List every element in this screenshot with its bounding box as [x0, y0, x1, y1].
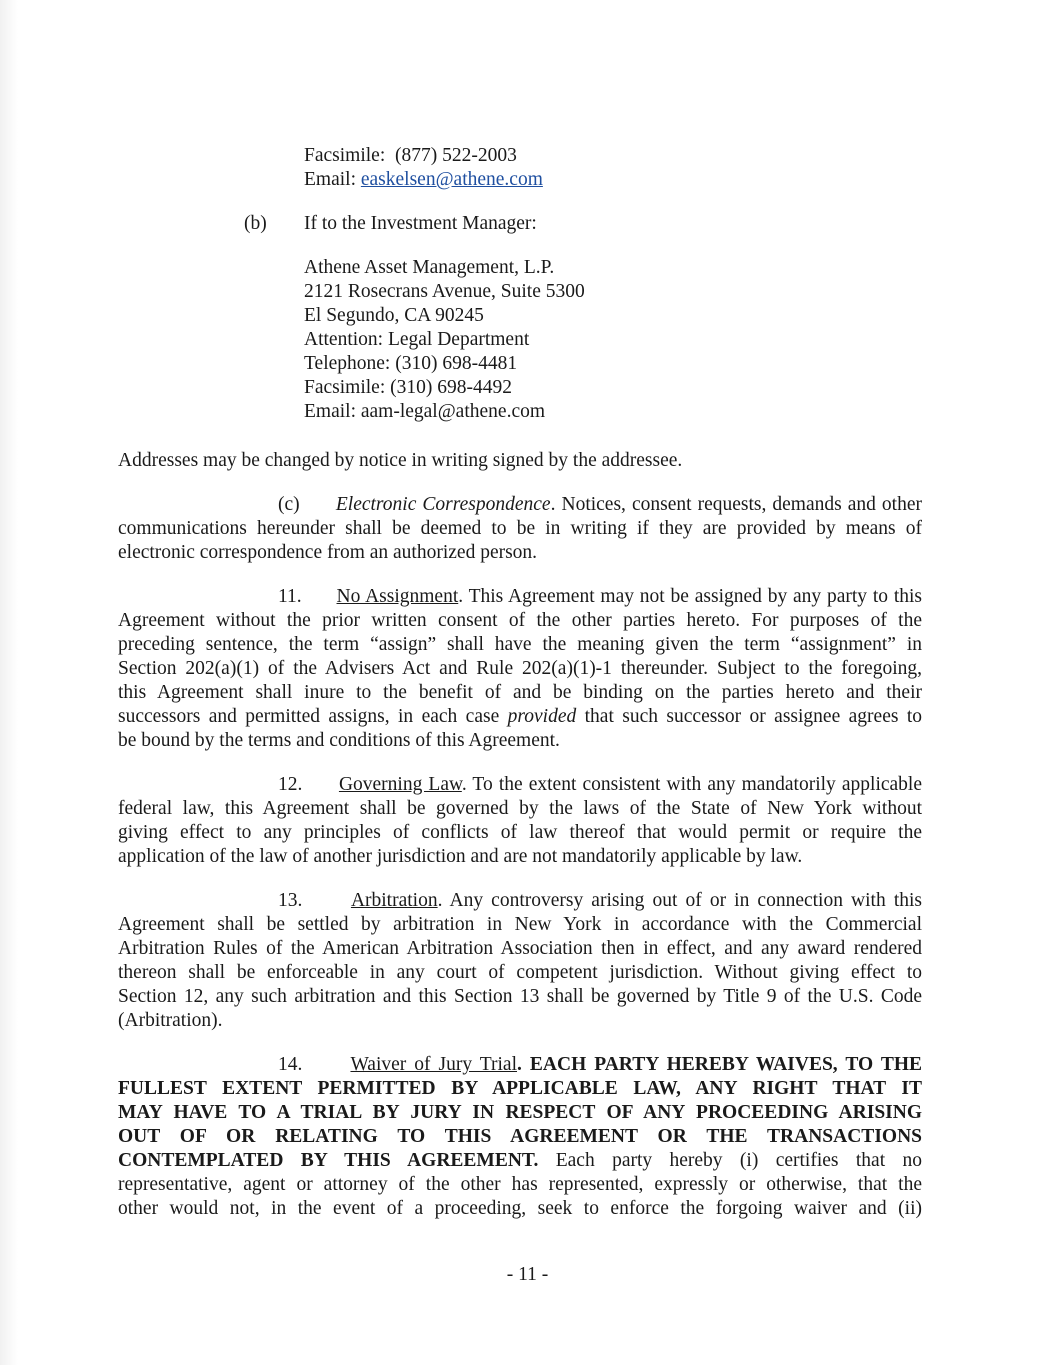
address-line: El Segundo, CA 90245 [304, 305, 484, 326]
section-14-line: representative, agent or attorney of the other has represented, expressly or otherwise, that the [118, 1174, 922, 1195]
section-13-line: Agreement shall be settled by arbitration in New York in accordance with the Commercial [118, 914, 922, 935]
section-11-line: preceding sentence, the term “assign” shall have the meaning given the term “assignment” in [118, 634, 922, 655]
section-11-line: be bound by the terms and conditions of this Agreement. [118, 730, 560, 751]
section-14-line: MAY HAVE TO A TRIAL BY JURY IN RESPECT OF ANY PROCEEDING ARISING [118, 1102, 922, 1123]
section-13-line: Arbitration Rules of the American Arbitration Association then in effect, and any award rendered [118, 938, 922, 959]
address-line: Athene Asset Management, L.P. [304, 257, 555, 278]
section-11-line: this Agreement shall inure to the benefit of and be binding on the parties hereto and their [118, 682, 922, 703]
section-11-line: Section 202(a)(1) of the Advisers Act and Rule 202(a)(1)-1 thereunder. Subject to the foregoing, [118, 658, 922, 679]
section-12-line: application of the law of another jurisdiction and are not mandatorily applicable by law. [118, 846, 803, 867]
section-14-line: 14. Waiver of Jury Trial. EACH PARTY HEREBY WAIVES, TO THE [278, 1054, 923, 1075]
section-b-heading: If to the Investment Manager: [304, 213, 537, 234]
section-c-line: electronic correspondence from an authorized person. [118, 542, 538, 563]
section-b-marker: (b) [244, 213, 267, 234]
section-13-title: Arbitration [350, 890, 438, 911]
section-c-title: Electronic Correspondence [335, 494, 551, 515]
section-12-line: giving effect to any principles of conflicts of law thereof that would permit or require the [118, 822, 922, 843]
section-13-line: Section 12, any such arbitration and this Section 13 shall be governed by Title 9 of the U.S. Code [118, 986, 922, 1007]
section-11-line: Agreement without the prior written consent of the other parties hereto. For purposes of the [118, 610, 922, 631]
section-14-title: Waiver of Jury Trial [350, 1054, 518, 1075]
section-12-line: federal law, this Agreement shall be governed by the laws of the State of New York without [118, 798, 922, 819]
section-c-line: communications hereunder shall be deemed to be in writing if they are provided by means of [118, 518, 922, 539]
section-13-line: thereon shall be enforceable in any court of competent jurisdiction. Without giving effect to [118, 962, 922, 983]
section-12-line: 12. Governing Law. To the extent consistent with any mandatorily applicable [278, 774, 923, 795]
addresses-note: Addresses may be changed by notice in writing signed by the addressee. [118, 450, 683, 471]
contact-a-email: Email: easkelsen@athene.com [304, 169, 543, 190]
section-11-title: No Assignment [336, 586, 459, 607]
section-11-line: 11. No Assignment. This Agreement may not be assigned by any party to this [278, 586, 922, 607]
address-line: Attention: Legal Department [304, 329, 530, 350]
address-line: Telephone: (310) 698-4481 [304, 353, 518, 374]
address-line: Email: aam-legal@athene.com [304, 401, 546, 422]
section-11-line: successors and permitted assigns, in each case provided that such successor or assignee agrees to [118, 706, 923, 727]
scan-edge-shadow [0, 0, 18, 1365]
section-14-line: other would not, in the event of a proceeding, seek to enforce the forgoing waiver and (ii) [118, 1198, 922, 1219]
section-14-line: OUT OF OR RELATING TO THIS AGREEMENT OR THE TRANSACTIONS [118, 1126, 922, 1147]
page-number: - 11 - [506, 1264, 549, 1285]
email-link[interactable]: easkelsen@athene.com [360, 169, 543, 190]
section-13-line: (Arbitration). [118, 1010, 223, 1031]
section-14-line: FULLEST EXTENT PERMITTED BY APPLICABLE LAW, ANY RIGHT THAT IT [118, 1078, 922, 1099]
section-12-title: Governing Law [338, 774, 462, 795]
contact-a-fax: Facsimile: (877) 522-2003 [304, 145, 517, 166]
address-line: 2121 Rosecrans Avenue, Suite 5300 [304, 281, 585, 302]
address-line: Facsimile: (310) 698-4492 [304, 377, 512, 398]
section-c-line: (c) Electronic Correspondence. Notices, consent requests, demands and other [278, 494, 922, 515]
section-14-line: CONTEMPLATED BY THIS AGREEMENT. Each party hereby (i) certifies that no [118, 1150, 922, 1171]
section-13-line: 13. Arbitration. Any controversy arising out of or in connection with this [278, 890, 922, 911]
